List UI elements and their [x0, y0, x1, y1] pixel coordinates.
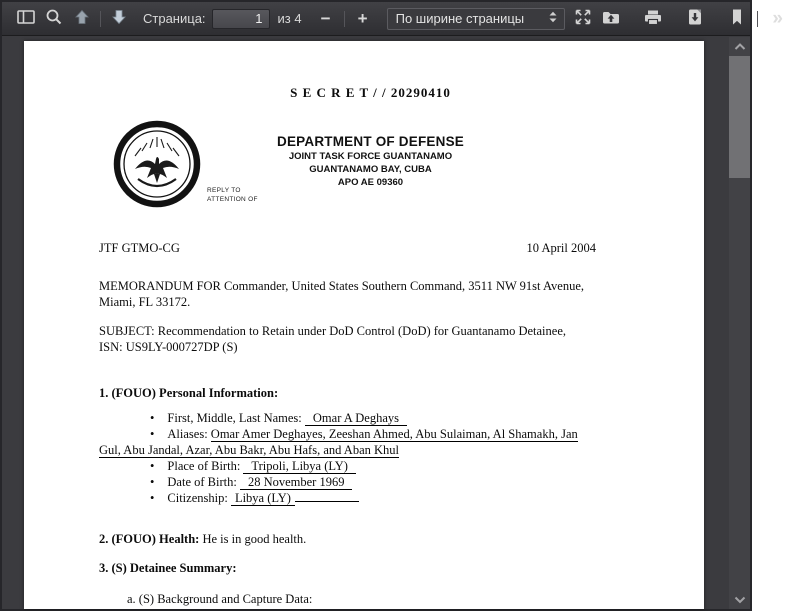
aliases-value-line2: Gul, Abu Jandal, Azar, Abu Bakr, Abu Hafs, and Aban Khul — [99, 442, 399, 457]
zoom-in-button[interactable] — [349, 6, 377, 32]
bookmark-icon — [728, 8, 746, 29]
next-page-button[interactable] — [105, 6, 133, 32]
bullet-icon — [150, 411, 154, 425]
place-of-birth-item: • Place of Birth: Tripoli, Libya (LY) — [99, 458, 642, 474]
select-spinner-icon — [547, 9, 559, 28]
names-item: • First, Middle, Last Names: Omar A Deghays — [99, 410, 642, 426]
chevron-up-icon — [733, 38, 747, 56]
section2-text: He is in good health. — [202, 531, 307, 546]
zoom-level-value: По ширине страницы — [395, 11, 525, 26]
more-tools-button[interactable] — [764, 6, 792, 32]
zoom-level-select[interactable] — [387, 8, 565, 30]
citizenship-value: Libya (LY) — [231, 491, 295, 506]
office-symbol-row — [99, 240, 642, 256]
toolbar-separator — [100, 11, 101, 27]
personal-info-list — [99, 410, 642, 506]
memo-date: 10 April 2004 — [526, 240, 596, 255]
minus-icon: − — [320, 9, 331, 28]
names-value: Omar A Deghays — [305, 411, 407, 426]
arrow-up-icon — [73, 8, 91, 29]
subject-line: SUBJECT: Recommendation to Retain under DoD Control (DoD) for Guantanamo Detainee, ISN: US9LY-000727DP (S) — [99, 323, 566, 354]
open-file-icon — [601, 9, 621, 29]
pdf-viewer-area — [2, 37, 750, 609]
open-file-button[interactable] — [597, 6, 625, 32]
office-symbol: JTF GTMO-CG — [99, 240, 180, 255]
search-icon — [45, 8, 63, 29]
section3a-heading: a. (S) Background and Capture Data: — [127, 591, 313, 606]
vertical-scrollbar[interactable] — [729, 37, 750, 609]
page-number-input[interactable] — [212, 9, 270, 29]
bullet-icon — [150, 459, 154, 473]
plus-icon: + — [357, 9, 368, 28]
toolbar-separator — [344, 11, 345, 27]
section1-heading: 1. (FOUO) Personal Information: — [99, 385, 279, 400]
chevron-double-right-icon: » — [772, 8, 783, 29]
expand-arrows-icon — [573, 7, 593, 30]
dod-seal-icon — [113, 120, 201, 212]
chevron-down-icon — [733, 591, 747, 609]
search-button[interactable] — [40, 6, 68, 32]
pdf-page — [24, 41, 704, 609]
scrollbar-thumb[interactable] — [729, 56, 750, 178]
aliases-value-line1: Omar Amer Deghayes, Zeeshan Ahmed, Abu Sulaiman, Al Shamakh, Jan — [210, 426, 578, 441]
date-of-birth-value: 28 November 1969 — [240, 475, 353, 490]
bullet-icon — [150, 491, 154, 505]
citizenship-item: • Citizenship: Libya (LY) — [99, 490, 642, 506]
toolbar-right-group — [597, 6, 792, 32]
arrow-down-icon — [110, 8, 128, 29]
letterhead-line2: JOINT TASK FORCE GUANTANAMO — [288, 150, 453, 162]
scroll-up-button[interactable] — [729, 37, 750, 56]
print-button[interactable] — [639, 6, 667, 32]
zoom-out-button[interactable] — [312, 6, 340, 32]
blank-underline — [295, 490, 359, 502]
download-icon — [685, 8, 705, 29]
bullet-icon — [150, 427, 154, 441]
bookmark-button[interactable] — [723, 6, 751, 32]
page-number-label: Страница: — [143, 11, 206, 26]
memo-document — [24, 85, 704, 607]
section2-label: 2. (FOUO) Health: — [99, 531, 200, 546]
classification-banner: S E C R E T / / 20290410 — [290, 85, 451, 100]
printer-icon — [643, 9, 663, 29]
reply-to-attention-of: REPLY TO ATTENTION OF — [207, 186, 258, 203]
section2-health — [99, 531, 642, 547]
place-of-birth-value: Tripoli, Libya (LY) — [243, 459, 356, 474]
expand-fit-button[interactable] — [569, 6, 597, 32]
sidebar-toggle-button[interactable] — [12, 6, 40, 32]
aliases-item: • Aliases: Omar Amer Deghayes, Zeeshan Ahmed, Abu Sulaiman, Al Shamakh, Jan Gul, Abu Jandal, Azar, Abu Bakr, Abu Hafs, and Aban Khul — [99, 426, 642, 458]
letterhead-line4: APO AE 09360 — [337, 177, 404, 189]
letterhead-line1: DEPARTMENT OF DEFENSE — [277, 133, 464, 149]
toolbar-separator — [757, 11, 758, 27]
bullet-icon — [150, 475, 154, 489]
sidebar-toggle-icon — [16, 8, 36, 29]
scroll-down-button[interactable] — [729, 590, 750, 609]
pdf-toolbar — [2, 2, 783, 36]
letterhead-line3: GUANTANAMO BAY, CUBA — [309, 164, 432, 176]
page-count-label: из 4 — [277, 11, 302, 26]
letterhead — [99, 120, 642, 216]
date-of-birth-item: • Date of Birth: 28 November 1969 — [99, 474, 642, 490]
previous-page-button[interactable] — [68, 6, 96, 32]
download-button[interactable] — [681, 6, 709, 32]
section3-heading: 3. (S) Detainee Summary: — [99, 560, 237, 575]
memorandum-for: MEMORANDUM FOR Commander, United States Southern Command, 3511 NW 91st Avenue, Miami, FL 33172. — [99, 278, 585, 309]
